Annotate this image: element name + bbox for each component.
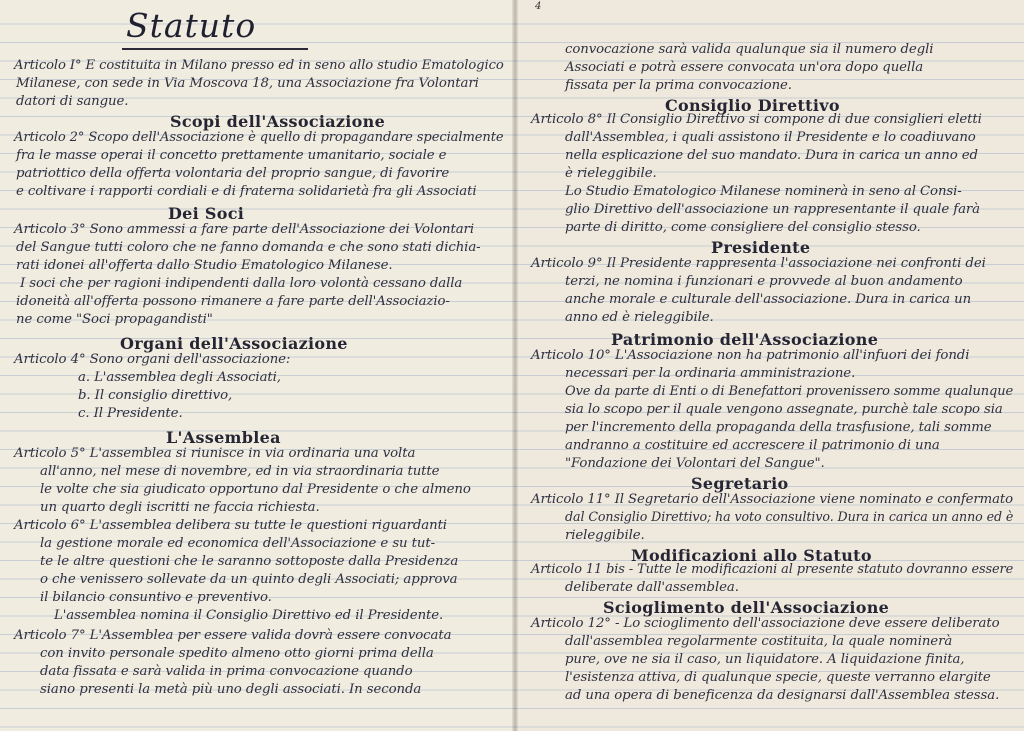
text-line: rati idonei all'offerta dallo Studio Ematologico Milanese. — [16, 258, 393, 273]
text-line: te le altre questioni che le saranno sottoposte dalla Presidenza — [40, 554, 459, 569]
text-line: convocazione sarà valida qualunque sia il numero degli — [565, 42, 934, 57]
text-line: rieleggibile. — [565, 528, 645, 543]
text-line: a. L'assemblea degli Associati, — [78, 370, 281, 385]
text-line: un quarto degli iscritti ne faccia richiesta. — [40, 500, 320, 515]
text-line: Articolo I° E costituita in Milano presso ed in seno allo studio Ematologico — [14, 58, 504, 73]
text-line: Articolo 11° Il Segretario dell'Associazione viene nominato e confermato — [531, 492, 1014, 507]
text-line: ne come "Soci propagandisti" — [16, 312, 213, 327]
text-line: idoneità all'offerta possono rimanere a fare parte dell'Associazio- — [16, 294, 450, 309]
title-underline — [122, 48, 308, 50]
text-line: deliberate dall'assemblea. — [565, 580, 739, 595]
text-line: terzi, ne nomina i funzionari e provvede al buon andamento — [565, 274, 963, 289]
text-line: I soci che per ragioni indipendenti dalla loro volontà cessano dalla — [20, 276, 463, 291]
section-heading: Organi dell'Associazione — [120, 334, 348, 353]
text-line: Associati e potrà essere convocata un'ora dopo quella — [565, 60, 924, 75]
section-heading: Patrimonio dell'Associazione — [611, 330, 879, 349]
text-line: fissata per la prima convocazione. — [565, 78, 792, 93]
text-line: anche morale e culturale dell'associazione. Dura in carica un — [565, 292, 972, 307]
text-line: Articolo 3° Sono ammessi a fare parte dell'Associazione dei Volontari — [14, 222, 474, 237]
text-line: Lo Studio Ematologico Milanese nominerà in seno al Consi- — [565, 184, 962, 199]
text-line: ad una opera di beneficenza da designarsi dall'Assemblea stessa. — [565, 688, 1000, 703]
text-line: Articolo 2° Scopo dell'Associazione è quello di propagandare specialmente — [14, 130, 504, 145]
text-line: Ove da parte di Enti o di Benefattori provenissero somme qualunque — [565, 384, 1014, 399]
text-line: Articolo 8° Il Consiglio Direttivo si compone di due consiglieri eletti — [531, 112, 982, 127]
text-line: Articolo 10° L'Associazione non ha patrimonio all'infuori dei fondi — [531, 348, 970, 363]
text-line: Articolo 4° Sono organi dell'associazione: — [14, 352, 291, 367]
text-line: pure, ove ne sia il caso, un liquidatore. A liquidazione finita, — [565, 652, 965, 667]
text-line: Articolo 7° L'Assemblea per essere valida dovrà essere convocata — [14, 628, 452, 643]
text-line: patriottico della offerta volontaria del proprio sangue, di favorire — [16, 166, 450, 181]
text-line: dall'Assemblea, i quali assistono il Presidente e lo coadiuvano — [565, 130, 976, 145]
text-line: datori di sangue. — [16, 94, 129, 109]
section-heading: Consiglio Direttivo — [665, 96, 840, 115]
text-line: L'assemblea nomina il Consiglio Direttivo ed il Presidente. — [54, 608, 444, 623]
text-line: Articolo 11 bis - Tutte le modificazioni al presente statuto dovranno essere — [531, 562, 1014, 577]
section-heading: Modificazioni allo Statuto — [631, 546, 872, 565]
text-line: dall'assemblea regolarmente costituita, la quale nominerà — [565, 634, 953, 649]
section-heading: Dei Soci — [168, 204, 245, 223]
text-line: dal Consiglio Direttivo; ha voto consultivo. Dura in carica un anno ed è — [565, 510, 1014, 525]
text-line: c. Il Presidente. — [78, 406, 183, 421]
text-line: la gestione morale ed economica dell'Associazione e su tut- — [40, 536, 435, 551]
section-heading: Scioglimento dell'Associazione — [603, 598, 890, 617]
text-line: b. Il consiglio direttivo, — [78, 388, 233, 403]
section-heading: Scopi dell'Associazione — [170, 112, 386, 131]
text-line: Articolo 12° - Lo scioglimento dell'associazione deve essere deliberato — [531, 616, 1000, 631]
text-line: all'anno, nel mese di novembre, ed in via straordinaria tutte — [40, 464, 440, 479]
text-line: le volte che sia giudicato opportuno dal Presidente o che almeno — [40, 482, 471, 497]
page-title: Statuto — [126, 6, 257, 45]
text-line: e coltivare i rapporti cordiali e di fraterna solidarietà fra gli Associati — [16, 184, 477, 199]
text-line: glio Direttivo dell'associazione un rappresentante il quale farà — [565, 202, 980, 217]
text-line: è rieleggibile. — [565, 166, 657, 181]
text-line: il bilancio consuntivo e preventivo. — [40, 590, 272, 605]
text-line: parte di diritto, come consigliere del consiglio stesso. — [565, 220, 921, 235]
text-line: siano presenti la metà più uno degli associati. In seconda — [40, 682, 422, 697]
text-line: necessari per la ordinaria amministrazione. — [565, 366, 856, 381]
text-line: nella esplicazione del suo mandato. Dura in carica un anno ed — [565, 148, 978, 163]
text-line: per l'incremento della propaganda della trasfusione, tali somme — [565, 420, 992, 435]
section-heading: Presidente — [711, 238, 811, 257]
text-line: con invito personale spedito almeno otto giorni prima della — [40, 646, 434, 661]
section-heading: L'Assemblea — [166, 428, 281, 447]
text-line: o che venissero sollevate da un quinto degli Associati; approva — [40, 572, 458, 587]
text-line: data fissata e sarà valida in prima convocazione quando — [40, 664, 413, 679]
text-line: del Sangue tutti coloro che ne fanno domanda e che sono stati dichia- — [16, 240, 481, 255]
right-page — [515, 0, 1024, 731]
text-line: anno ed è rieleggibile. — [565, 310, 714, 325]
text-line: Articolo 9° Il Presidente rappresenta l'associazione nei confronti dei — [531, 256, 986, 271]
section-heading: Segretario — [691, 474, 789, 493]
book-gutter — [512, 0, 518, 731]
text-line: fra le masse operai il concetto prettamente umanitario, sociale e — [16, 148, 447, 163]
text-line: andranno a costituire ed accrescere il patrimonio di una — [565, 438, 940, 453]
text-line: l'esistenza attiva, di qualunque specie, queste verranno elargite — [565, 670, 991, 685]
text-line: Articolo 6° L'assemblea delibera su tutte le questioni riguardanti — [14, 518, 447, 533]
page-number: 4 — [535, 1, 542, 12]
text-line: Articolo 5° L'assemblea si riunisce in via ordinaria una volta — [14, 446, 416, 461]
text-line: "Fondazione dei Volontari del Sangue". — [565, 456, 825, 471]
text-line: sia lo scopo per il quale vengono assegnate, purchè tale scopo sia — [565, 402, 1003, 417]
text-line: Milanese, con sede in Via Moscova 18, una Associazione fra Volontari — [16, 76, 479, 91]
